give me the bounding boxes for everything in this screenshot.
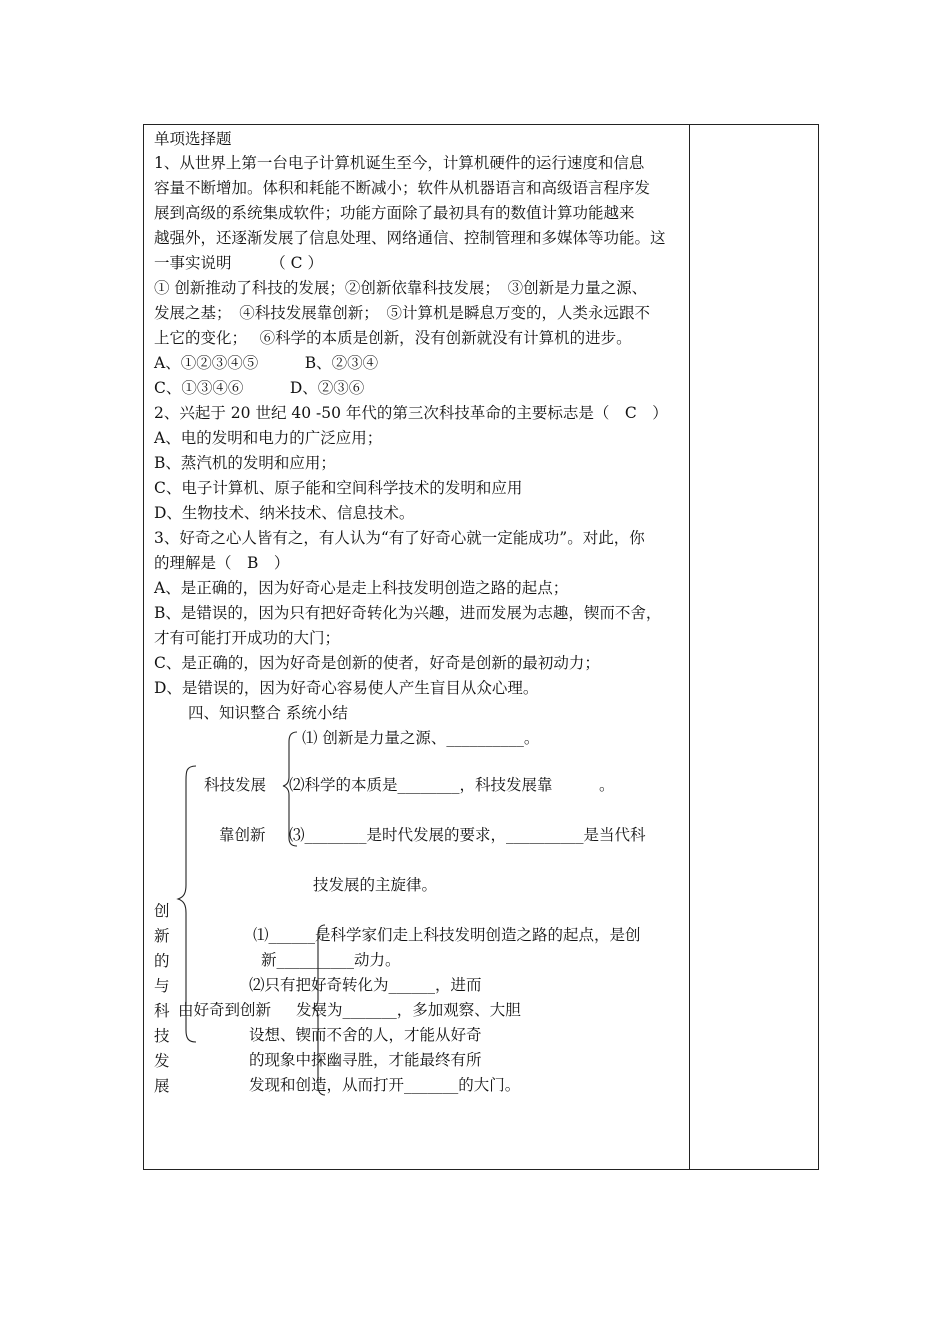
q1-option-row: C、①③④⑥ D、②③⑥ <box>154 379 365 397</box>
q2-stem: 2、兴起于 20 世纪 40 -50 年代的第三次科技革命的主要标志是（ C ） <box>154 404 668 422</box>
vertical-label-char: 创 <box>154 902 170 920</box>
summary-blank-item: 新__________动力。 <box>261 951 401 969</box>
vertical-label-char: 的 <box>154 952 170 970</box>
q3-option: B、是错误的，因为只有把好奇转化为兴趣，进而发展为志趣，锲而不舍， <box>154 604 662 622</box>
vertical-label-char: 新 <box>154 927 170 945</box>
q1-line: ① 创新推动了科技的发展；②创新依靠科技发展； ③创新是力量之源、 <box>154 279 648 297</box>
q1-line: 1、从世界上第一台电子计算机诞生至今，计算机硬件的运行速度和信息 <box>154 154 645 172</box>
q1-option-row: A、①②③④⑤ B、②③④ <box>154 354 379 372</box>
summary-blank-item: 发现和创造，从而打开_______的大门。 <box>249 1076 521 1094</box>
summary-blank-item: 发展为_______，多加观察、大胆 <box>296 1001 521 1019</box>
q3-option: C、是正确的，因为好奇是创新的使者，好奇是创新的最初动力； <box>154 654 600 672</box>
q1-line: 上它的变化； ⑥科学的本质是创新，没有创新就没有计算机的进步。 <box>154 329 632 347</box>
vertical-label-char: 与 <box>154 977 170 995</box>
branch-label: 由好奇到创新 <box>178 1001 272 1019</box>
q2-option: B、蒸汽机的发明和应用； <box>154 454 336 472</box>
q2-option: C、电子计算机、原子能和空间科学技术的发明和应用 <box>154 479 523 497</box>
summary-blank-item: ⑴______是科学家们走上科技发明创造之路的起点，是创 <box>253 926 641 944</box>
q3-stem: 3、好奇之心人皆有之，有人认为“有了好奇心就一定能成功”。对此，你 <box>154 529 645 547</box>
branch-label: 靠创新 <box>219 826 266 844</box>
vertical-label-char: 科 <box>154 1002 170 1020</box>
summary-blank-item: ⑵只有把好奇转化为______，进而 <box>249 976 482 994</box>
summary-text: 设想、锲而不舍的人，才能从好奇 <box>249 1026 482 1044</box>
summary-blank-item: ⑵科学的本质是________，科技发展靠 。 <box>289 776 615 794</box>
section-title: 单项选择题 <box>154 130 232 148</box>
q1-line: 越强外，还逐渐发展了信息处理、网络通信、控制管理和多媒体等功能。这 <box>154 229 666 247</box>
summary-heading: 四、知识整合 系统小结 <box>188 704 348 722</box>
q3-option: D、是错误的，因为好奇心容易使人产生盲目从众心理。 <box>154 679 539 697</box>
q1-line: 发展之基； ④科技发展靠创新； ⑤计算机是瞬息万变的，人类永远跟不 <box>154 304 651 322</box>
branch-label: 科技发展 <box>204 776 267 794</box>
summary-blank-item: ⑴ 创新是力量之源、__________。 <box>302 729 540 747</box>
q3-option: A、是正确的，因为好奇心是走上科技发明创造之路的起点； <box>154 579 569 597</box>
vertical-label-char: 技 <box>154 1027 170 1045</box>
upper-brace-icon <box>283 732 297 846</box>
q1-line: 展到高级的系统集成软件；功能方面除了最初具有的数值计算功能越来 <box>154 204 635 222</box>
q3-stem: 的理解是（ B ） <box>154 554 290 572</box>
q2-option: A、电的发明和电力的广泛应用； <box>154 429 383 447</box>
q3-option: 才有可能打开成功的大门； <box>154 629 341 647</box>
summary-blank-item: ⑶________是时代发展的要求，__________是当代科 <box>289 826 646 844</box>
q1-line: 容量不断增加。体积和耗能不断减小；软件从机器语言和高级语言程序发 <box>154 179 651 197</box>
vertical-label-char: 发 <box>154 1052 170 1070</box>
summary-text: 的现象中探幽寻胜，才能最终有所 <box>249 1051 482 1069</box>
large-brace-icon <box>178 766 196 1042</box>
vertical-label-char: 展 <box>154 1077 170 1095</box>
summary-blank-item: 技发展的主旋律。 <box>313 876 438 894</box>
lower-brace-icon <box>313 925 325 1095</box>
q1-line: 一事实说明 （ C ） <box>154 254 323 272</box>
q2-option: D、生物技术、纳米技术、信息技术。 <box>154 504 415 522</box>
